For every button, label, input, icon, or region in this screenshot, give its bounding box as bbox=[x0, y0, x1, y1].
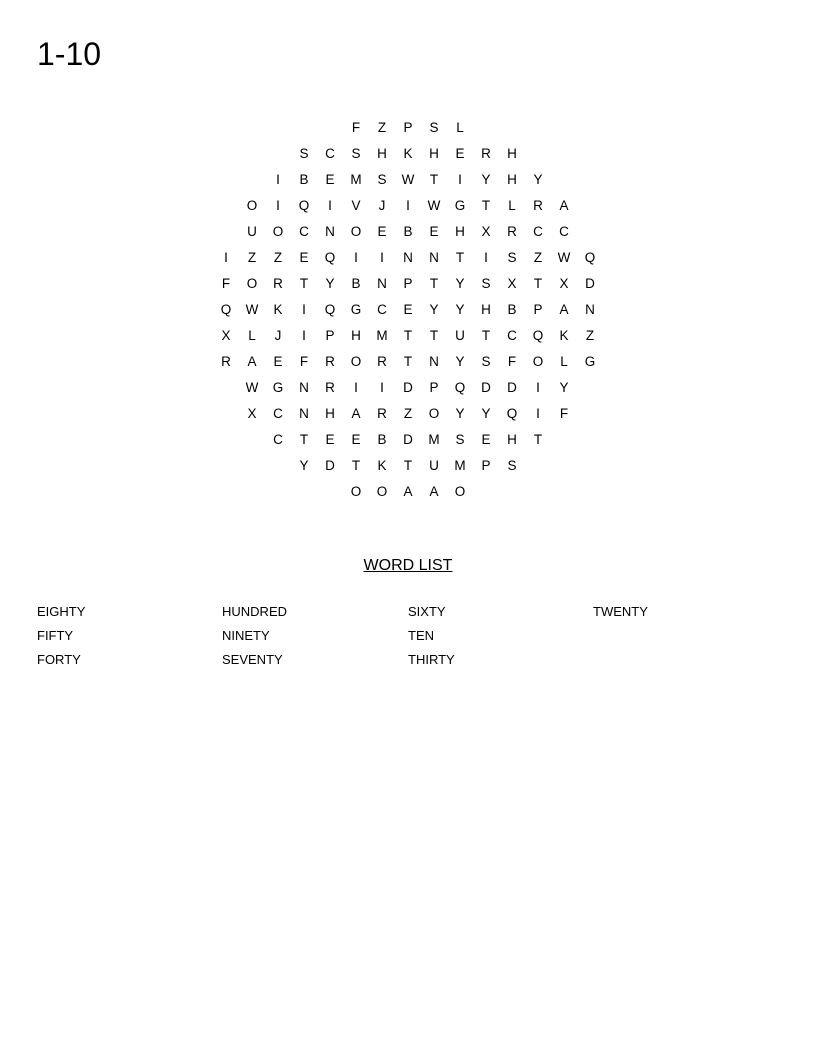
grid-letter: E bbox=[429, 224, 439, 239]
word-list bbox=[0, 600, 816, 680]
grid-letter: K bbox=[273, 302, 283, 317]
grid-letter: S bbox=[507, 250, 517, 265]
grid-letter: F bbox=[559, 406, 569, 421]
grid-letter: T bbox=[351, 458, 361, 473]
grid-letter: L bbox=[456, 120, 464, 135]
grid-letter: Q bbox=[298, 198, 310, 213]
grid-letter: B bbox=[403, 224, 413, 239]
grid-letter: D bbox=[403, 380, 413, 395]
grid-letter: F bbox=[507, 354, 517, 369]
grid-letter: U bbox=[247, 224, 257, 239]
grid-letter: X bbox=[559, 276, 569, 291]
grid-letter: Z bbox=[533, 250, 543, 265]
grid-letter: K bbox=[377, 458, 387, 473]
grid-letter: T bbox=[299, 276, 309, 291]
grid-letter: I bbox=[354, 250, 358, 265]
grid-letter: I bbox=[458, 172, 462, 187]
grid-letter: P bbox=[403, 120, 413, 135]
word-list-item: TEN bbox=[408, 628, 434, 643]
grid-letter: C bbox=[559, 224, 569, 239]
grid-letter: F bbox=[299, 354, 309, 369]
grid-letter: O bbox=[246, 198, 258, 213]
grid-letter: N bbox=[299, 380, 309, 395]
grid-letter: Y bbox=[481, 172, 491, 187]
grid-letter: R bbox=[325, 380, 335, 395]
grid-letter: N bbox=[585, 302, 595, 317]
word-list-item: THIRTY bbox=[408, 652, 455, 667]
grid-letter: T bbox=[455, 250, 465, 265]
grid-letter: Z bbox=[273, 250, 283, 265]
grid-letter: I bbox=[536, 406, 540, 421]
grid-letter: E bbox=[351, 432, 361, 447]
grid-letter: T bbox=[533, 276, 543, 291]
grid-letter: G bbox=[454, 198, 466, 213]
grid-letter: I bbox=[406, 198, 410, 213]
grid-letter: S bbox=[481, 276, 491, 291]
grid-letter: Q bbox=[532, 328, 544, 343]
grid-letter: E bbox=[481, 432, 491, 447]
grid-letter: O bbox=[428, 406, 440, 421]
grid-letter: C bbox=[273, 406, 283, 421]
grid-letter: H bbox=[481, 302, 491, 317]
grid-letter: B bbox=[507, 302, 517, 317]
grid-letter: O bbox=[246, 276, 258, 291]
grid-letter: Z bbox=[585, 328, 595, 343]
grid-letter: L bbox=[560, 354, 568, 369]
page-title: 1-10 bbox=[37, 36, 102, 72]
grid-letter: Y bbox=[429, 302, 439, 317]
grid-letter: Y bbox=[481, 406, 491, 421]
grid-letter: C bbox=[507, 328, 517, 343]
grid-letter: M bbox=[428, 432, 440, 447]
grid-letter: F bbox=[351, 120, 361, 135]
grid-letter: D bbox=[403, 432, 413, 447]
grid-letter: Y bbox=[559, 380, 569, 395]
grid-letter: W bbox=[427, 198, 441, 213]
grid-letter: H bbox=[377, 146, 387, 161]
grid-letter: I bbox=[302, 328, 306, 343]
grid-letter: C bbox=[533, 224, 543, 239]
grid-letter: H bbox=[507, 146, 517, 161]
grid-letter: I bbox=[276, 198, 280, 213]
grid-letter: Q bbox=[220, 302, 232, 317]
grid-letter: S bbox=[455, 432, 465, 447]
grid-letter: O bbox=[350, 484, 362, 499]
grid-letter: X bbox=[481, 224, 491, 239]
grid-letter: S bbox=[429, 120, 439, 135]
grid-letter: S bbox=[351, 146, 361, 161]
grid-letter: E bbox=[377, 224, 387, 239]
grid-letter: Q bbox=[324, 302, 336, 317]
grid-letter: D bbox=[481, 380, 491, 395]
grid-letter: O bbox=[376, 484, 388, 499]
grid-letter: Q bbox=[324, 250, 336, 265]
word-list-item: FIFTY bbox=[37, 628, 74, 643]
grid-letter: I bbox=[484, 250, 488, 265]
grid-letter: Z bbox=[247, 250, 257, 265]
grid-letter: C bbox=[299, 224, 309, 239]
grid-letter: Y bbox=[455, 276, 465, 291]
grid-letter: G bbox=[350, 302, 362, 317]
grid-letter: W bbox=[245, 302, 259, 317]
grid-letter: Y bbox=[299, 458, 309, 473]
grid-letter: D bbox=[325, 458, 335, 473]
grid-letter: I bbox=[536, 380, 540, 395]
grid-letter: F bbox=[221, 276, 231, 291]
grid-letter: A bbox=[403, 484, 413, 499]
grid-letter: K bbox=[403, 146, 413, 161]
grid-letter: C bbox=[377, 302, 387, 317]
grid-letter: R bbox=[221, 354, 231, 369]
grid-letter: N bbox=[429, 250, 439, 265]
grid-letter: D bbox=[585, 276, 595, 291]
grid-letter: H bbox=[325, 406, 335, 421]
word-search-grid bbox=[0, 0, 816, 520]
word-list-item: TWENTY bbox=[593, 604, 648, 619]
grid-letter: C bbox=[325, 146, 335, 161]
grid-letter: T bbox=[403, 328, 413, 343]
grid-letter: E bbox=[325, 172, 335, 187]
grid-letter: T bbox=[429, 276, 439, 291]
word-list-item: FORTY bbox=[37, 652, 81, 667]
grid-letter: Z bbox=[403, 406, 413, 421]
grid-letter: P bbox=[403, 276, 413, 291]
grid-letter: M bbox=[454, 458, 466, 473]
grid-letter: E bbox=[403, 302, 413, 317]
grid-letter: E bbox=[455, 146, 465, 161]
grid-letter: G bbox=[584, 354, 596, 369]
grid-letter: W bbox=[245, 380, 259, 395]
grid-letter: W bbox=[401, 172, 415, 187]
grid-letter: R bbox=[325, 354, 335, 369]
grid-letter: E bbox=[273, 354, 283, 369]
grid-letter: A bbox=[351, 406, 361, 421]
grid-letter: R bbox=[377, 354, 387, 369]
grid-letter: R bbox=[377, 406, 387, 421]
word-list-item: EIGHTY bbox=[37, 604, 86, 619]
grid-letter: W bbox=[557, 250, 571, 265]
grid-letter: S bbox=[507, 458, 517, 473]
grid-letter: U bbox=[455, 328, 465, 343]
grid-letter: X bbox=[507, 276, 517, 291]
grid-letter: B bbox=[299, 172, 309, 187]
grid-letter: T bbox=[429, 328, 439, 343]
grid-letter: U bbox=[429, 458, 439, 473]
grid-letter: I bbox=[380, 250, 384, 265]
grid-letter: E bbox=[299, 250, 309, 265]
grid-letter: Y bbox=[455, 406, 465, 421]
word-list-item: SEVENTY bbox=[222, 652, 283, 667]
grid-letter: T bbox=[481, 328, 491, 343]
grid-letter: Q bbox=[506, 406, 518, 421]
grid-letter: S bbox=[481, 354, 491, 369]
grid-letter: O bbox=[454, 484, 466, 499]
grid-letter: T bbox=[429, 172, 439, 187]
grid-letter: X bbox=[221, 328, 231, 343]
word-list-item: HUNDRED bbox=[222, 604, 287, 619]
grid-letter: O bbox=[272, 224, 284, 239]
grid-letter: A bbox=[559, 302, 569, 317]
grid-letter: T bbox=[533, 432, 543, 447]
grid-letter: R bbox=[481, 146, 491, 161]
grid-letter: O bbox=[532, 354, 544, 369]
grid-letter: P bbox=[429, 380, 439, 395]
grid-letter: K bbox=[559, 328, 569, 343]
grid-letter: L bbox=[508, 198, 516, 213]
grid-letter: A bbox=[429, 484, 439, 499]
grid-letter: Y bbox=[325, 276, 335, 291]
grid-letter: Q bbox=[454, 380, 466, 395]
grid-letter: Y bbox=[533, 172, 543, 187]
grid-letter: P bbox=[325, 328, 335, 343]
grid-letter: X bbox=[247, 406, 257, 421]
grid-letter: Y bbox=[455, 302, 465, 317]
grid-letter: H bbox=[455, 224, 465, 239]
word-list-column-4 bbox=[593, 600, 773, 624]
grid-letter: B bbox=[351, 276, 361, 291]
grid-letter: R bbox=[273, 276, 283, 291]
grid-letter: M bbox=[350, 172, 362, 187]
grid-letter: J bbox=[274, 328, 282, 343]
grid-letter: A bbox=[559, 198, 569, 213]
grid-letter: T bbox=[299, 432, 309, 447]
grid-letter: I bbox=[380, 380, 384, 395]
grid-letter: P bbox=[481, 458, 491, 473]
grid-letter: Y bbox=[455, 354, 465, 369]
grid-letter: N bbox=[299, 406, 309, 421]
grid-letter: R bbox=[533, 198, 543, 213]
grid-letter: N bbox=[429, 354, 439, 369]
grid-letter: I bbox=[354, 380, 358, 395]
grid-letter: S bbox=[377, 172, 387, 187]
grid-letter: H bbox=[429, 146, 439, 161]
grid-letter: R bbox=[507, 224, 517, 239]
grid-letter: I bbox=[302, 302, 306, 317]
grid-letter: N bbox=[377, 276, 387, 291]
grid-letter: I bbox=[224, 250, 228, 265]
grid-letter: H bbox=[351, 328, 361, 343]
grid-letter: V bbox=[351, 198, 361, 213]
word-list-column-3 bbox=[408, 600, 588, 672]
grid-letter: H bbox=[507, 172, 517, 187]
grid-letter: J bbox=[378, 198, 386, 213]
grid-letter: P bbox=[533, 302, 543, 317]
grid-letter: O bbox=[350, 224, 362, 239]
grid-letter: C bbox=[273, 432, 283, 447]
grid-letter: G bbox=[272, 380, 284, 395]
grid-letter: H bbox=[507, 432, 517, 447]
grid-letter: T bbox=[403, 354, 413, 369]
grid-letter: I bbox=[276, 172, 280, 187]
grid-letter: I bbox=[328, 198, 332, 213]
grid-letter: N bbox=[325, 224, 335, 239]
grid-letter: T bbox=[481, 198, 491, 213]
word-list-heading: WORD LIST bbox=[363, 557, 453, 574]
grid-letter: O bbox=[350, 354, 362, 369]
word-list-item: NINETY bbox=[222, 628, 270, 643]
grid-letter: Z bbox=[377, 120, 387, 135]
grid-letter: S bbox=[299, 146, 309, 161]
grid-letter: E bbox=[325, 432, 335, 447]
grid-letter: M bbox=[376, 328, 388, 343]
word-list-column-1 bbox=[37, 600, 217, 672]
grid-letter: Q bbox=[584, 250, 596, 265]
word-list-column-2 bbox=[222, 600, 402, 672]
grid-letter: B bbox=[377, 432, 387, 447]
grid-letter: N bbox=[403, 250, 413, 265]
grid-letter: D bbox=[507, 380, 517, 395]
word-list-item: SIXTY bbox=[408, 604, 446, 619]
grid-letter: L bbox=[248, 328, 256, 343]
grid-letter: A bbox=[247, 354, 257, 369]
grid-letter: T bbox=[403, 458, 413, 473]
